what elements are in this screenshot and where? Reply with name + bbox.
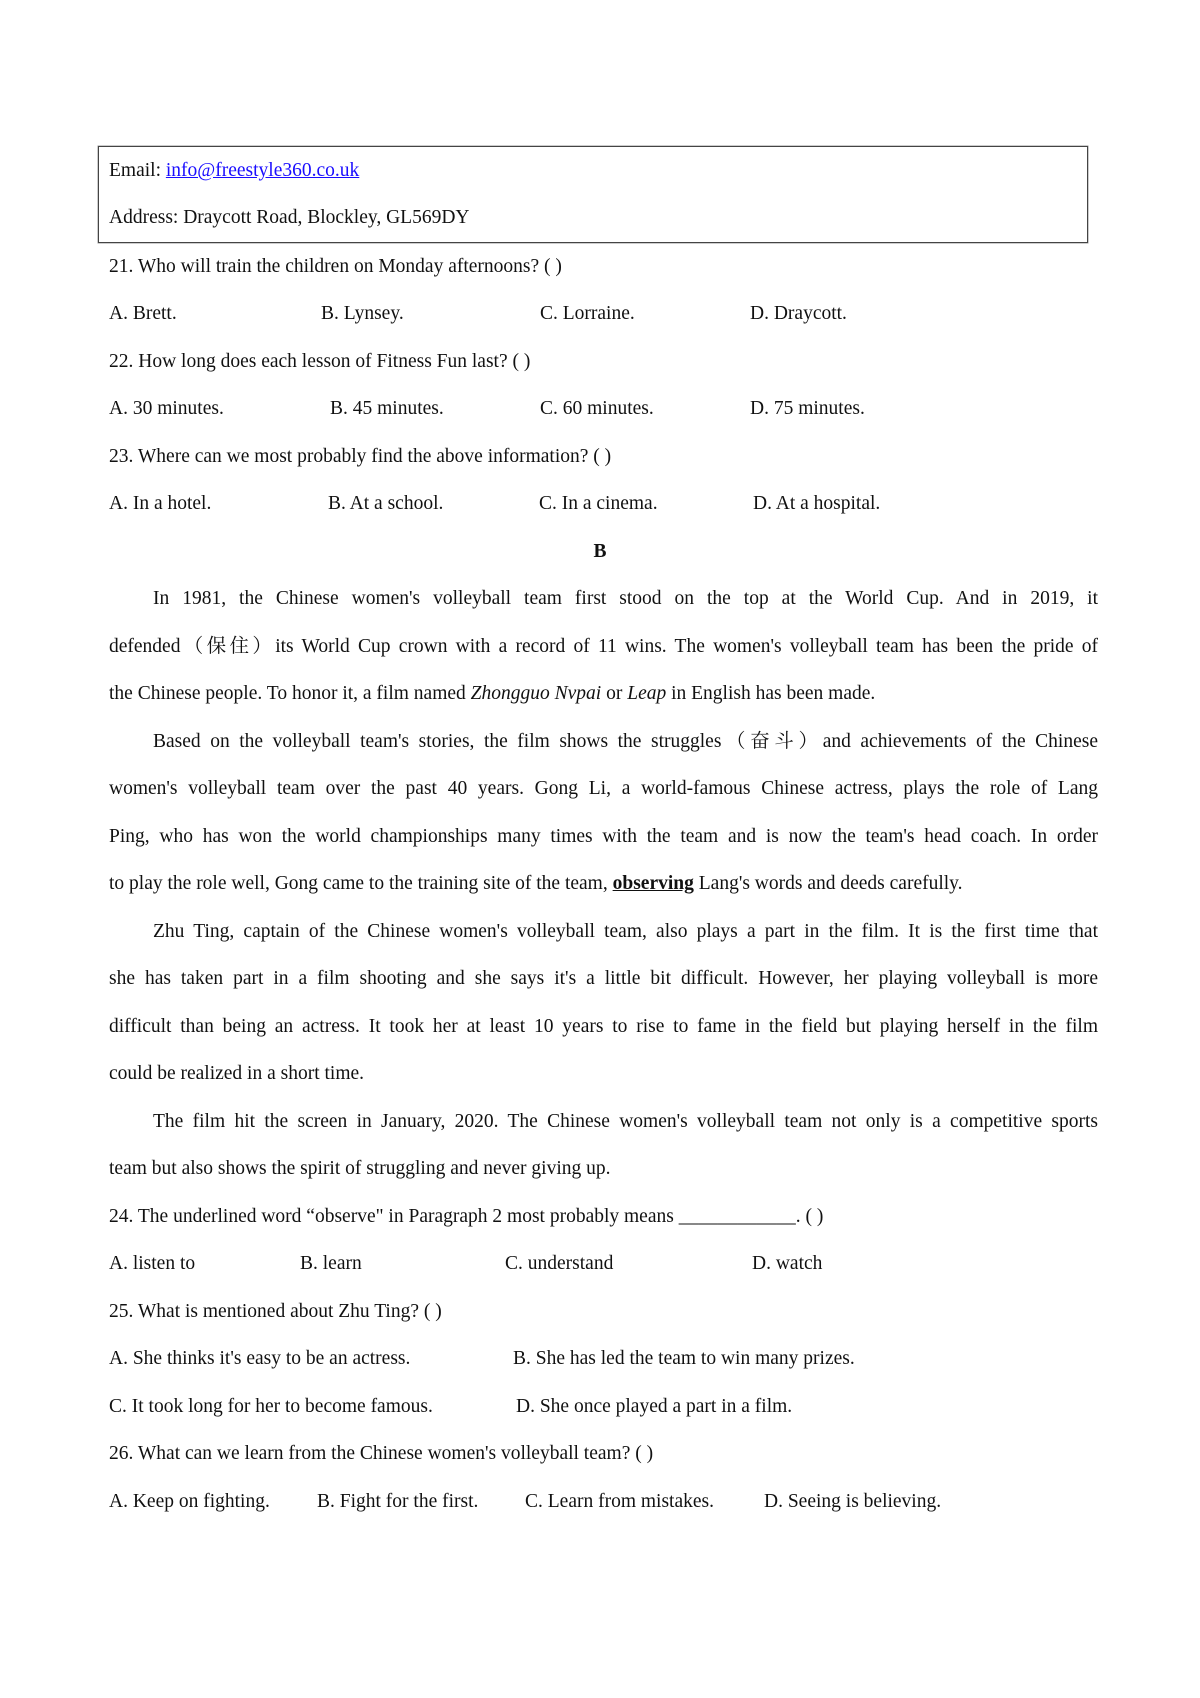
paragraph-2-line: women's volleyball team over the past 40 years. Gong Li, a world-famous Chinese actress, plays the role of Lang	[109, 778, 1098, 799]
paragraph-2-line	[109, 860, 963, 907]
option-a[interactable]: A. 30 minutes.	[109, 398, 224, 419]
option-c[interactable]: C. Lorraine.	[540, 303, 635, 324]
options-25-cd	[109, 1383, 1109, 1430]
option-b[interactable]: B. At a school.	[328, 493, 444, 514]
paragraph-3-line: Zhu Ting, captain of the Chinese women's volleyball team, also plays a part in the film. It is the first time that	[153, 921, 1098, 942]
option-d[interactable]: D. Draycott.	[750, 303, 847, 324]
option-a[interactable]: A. Keep on fighting.	[109, 1491, 270, 1512]
paragraph-4-line: team but also shows the spirit of struggling and never giving up.	[109, 1158, 611, 1179]
option-b[interactable]: B. She has led the team to win many prizes.	[513, 1348, 855, 1369]
underlined-word: observing	[612, 873, 694, 894]
paragraph-3-line: could be realized in a short time.	[109, 1063, 365, 1084]
options-22	[109, 385, 1109, 432]
question-25: 25. What is mentioned about Zhu Ting? ( )	[109, 1301, 442, 1322]
option-d[interactable]: D. 75 minutes.	[750, 398, 865, 419]
paragraph-2-line: Based on the volleyball team's stories, the film shows the struggles（奋斗）and achievements of the Chinese	[153, 731, 1098, 752]
option-a[interactable]: A. In a hotel.	[109, 493, 212, 514]
paragraph-2-line: Ping, who has won the world championships many times with the team and is now the team's head coach. In order	[109, 826, 1098, 847]
paragraph-1-line	[109, 670, 875, 717]
option-a[interactable]: A. Brett.	[109, 303, 177, 324]
question-24: 24. The underlined word “observe" in Paragraph 2 most probably means ____________. ( )	[109, 1206, 824, 1227]
options-23	[109, 480, 1109, 527]
email-link[interactable]: info@freestyle360.co.uk	[165, 160, 360, 181]
paragraph-1-line: defended（保住）its World Cup crown with a record of 11 wins. The women's volleyball team has been the pride of	[109, 636, 1098, 657]
option-d[interactable]: D. She once played a part in a film.	[516, 1396, 793, 1417]
option-b[interactable]: B. learn	[300, 1253, 362, 1274]
option-b[interactable]: B. Lynsey.	[321, 303, 404, 324]
text: the Chinese people. To honor it, a film named	[109, 683, 471, 704]
question-22: 22. How long does each lesson of Fitness Fun last? ( )	[109, 351, 531, 372]
option-a[interactable]: A. listen to	[109, 1253, 196, 1274]
option-c[interactable]: C. In a cinema.	[539, 493, 658, 514]
text: or	[601, 683, 628, 704]
options-24	[109, 1240, 1109, 1287]
film-title-english: Leap	[627, 683, 667, 704]
paragraph-4-line: The film hit the screen in January, 2020. The Chinese women's volleyball team not only is a competitive sports	[153, 1111, 1098, 1132]
options-26	[109, 1478, 1109, 1525]
option-b[interactable]: B. Fight for the first.	[317, 1491, 479, 1512]
text: to play the role well, Gong came to the training site of the team,	[109, 873, 613, 894]
options-21	[109, 290, 1109, 337]
question-21: 21. Who will train the children on Monday afternoons? ( )	[109, 256, 562, 277]
option-d[interactable]: D. At a hospital.	[753, 493, 881, 514]
option-c[interactable]: C. It took long for her to become famous.	[109, 1396, 433, 1417]
paragraph-3-line: difficult than being an actress. It took her at least 10 years to rise to fame in the field but playing herself in the film	[109, 1016, 1098, 1037]
text: in English has been made.	[666, 683, 876, 704]
option-c[interactable]: C. 60 minutes.	[540, 398, 654, 419]
text: Lang's words and deeds carefully.	[693, 873, 963, 894]
address-line: Address: Draycott Road, Blockley, GL569DY	[109, 207, 470, 228]
option-c[interactable]: C. understand	[505, 1253, 614, 1274]
question-23: 23. Where can we most probably find the above information? ( )	[109, 446, 612, 467]
options-25-ab	[109, 1335, 1109, 1382]
email-line	[109, 147, 359, 194]
section-heading-b: B	[593, 541, 607, 562]
option-a[interactable]: A. She thinks it's easy to be an actress.	[109, 1348, 411, 1369]
paragraph-3-line: she has taken part in a film shooting and she says it's a little bit difficult. However, her playing volleyball is more	[109, 968, 1098, 989]
paragraph-1-line: In 1981, the Chinese women's volleyball team first stood on the top at the World Cup. And in 2019, it	[153, 588, 1098, 609]
email-label: Email:	[109, 160, 166, 181]
option-d[interactable]: D. watch	[752, 1253, 823, 1274]
option-d[interactable]: D. Seeing is believing.	[764, 1491, 942, 1512]
option-c[interactable]: C. Learn from mistakes.	[525, 1491, 714, 1512]
film-title-chinese: Zhongguo Nvpai	[470, 683, 602, 704]
option-b[interactable]: B. 45 minutes.	[330, 398, 444, 419]
question-26: 26. What can we learn from the Chinese women's volleyball team? ( )	[109, 1443, 654, 1464]
